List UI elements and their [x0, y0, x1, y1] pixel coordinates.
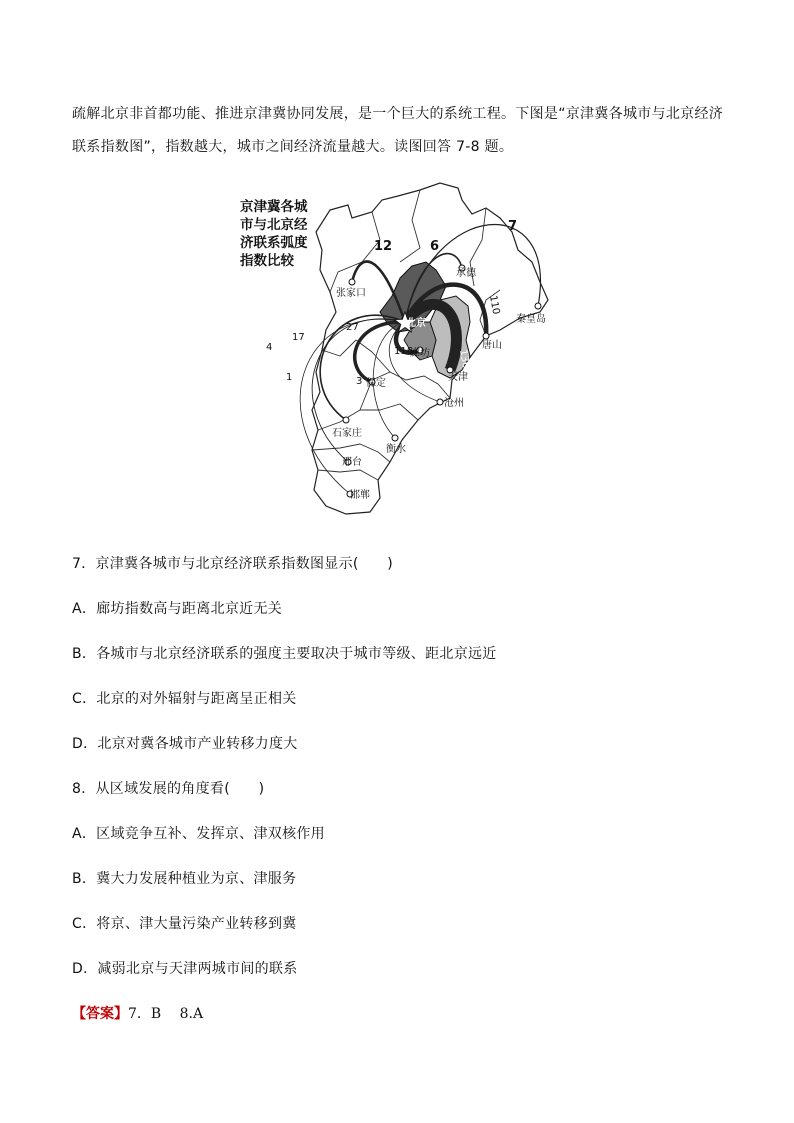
answer-line	[72, 1003, 203, 1023]
city-label-handan: 邯郸	[350, 490, 370, 501]
index-label-chengde: 6	[430, 239, 440, 254]
map-title-line: 指数比较	[240, 253, 294, 269]
index-label-shijiazhuang: 17	[292, 332, 305, 343]
question-8-option-c: C．将京、津大量污染产业转移到冀	[72, 916, 297, 932]
question-7-option-a: A．廊坊指数高与距离北京近无关	[72, 601, 283, 617]
index-label-langfang: 116	[394, 346, 414, 357]
map-title-line: 京津冀各城	[240, 199, 308, 215]
question-7-option-c: C．北京的对外辐射与距离呈正相关	[72, 691, 297, 707]
city-label-tangshan: 唐山	[482, 340, 502, 351]
economic-link-map	[230, 178, 570, 528]
answer-tag: 【答案】	[72, 1006, 128, 1022]
index-label-cangzhou: 3	[356, 376, 363, 387]
question-7-option-d: D．北京对冀各城市产业转移力度大	[72, 736, 298, 752]
index-label-qinhuangdao: 7	[508, 219, 518, 234]
city-marker	[483, 333, 489, 339]
question-8-option-d: D．减弱北京与天津两城市间的联系	[72, 961, 298, 977]
question-7-option-b: B．各城市与北京经济联系的强度主要取决于城市等级、距北京远近	[72, 646, 497, 662]
city-marker	[349, 279, 355, 285]
question-8-option-b: B．冀大力发展种植业为京、津服务	[72, 871, 297, 887]
question-8-option-a: A．区域竞争互补、发挥京、津双核作用	[72, 826, 325, 842]
city-label-shijiazhuang: 石家庄	[332, 428, 362, 439]
question-8-stem: 8．从区域发展的角度看( )	[72, 781, 265, 797]
question-7-stem: 7．京津冀各城市与北京经济联系指数图显示( )	[72, 556, 394, 572]
city-label-cangzhou: 沧州	[444, 398, 464, 409]
index-label-handan: 1	[286, 372, 293, 383]
city-label-langfang: 廊坊	[410, 348, 430, 359]
city-label-chengde: 承德	[456, 268, 476, 279]
index-label-xingtai: 4	[266, 342, 273, 353]
index-label-zhangjiakou: 12	[374, 239, 393, 254]
city-label-beijing: 北京	[406, 318, 426, 329]
city-marker	[437, 399, 443, 405]
city-label-tianjin: 天津	[448, 372, 468, 383]
map-title-line: 济联系弧度	[240, 235, 308, 251]
city-label-zhangjiakou: 张家口	[336, 288, 366, 299]
city-marker	[343, 417, 349, 423]
city-label-baoding: 保定	[366, 378, 386, 389]
city-marker	[535, 303, 541, 309]
city-label-xingtai: 邢台	[342, 457, 362, 468]
index-label-tangshan: 110	[487, 294, 502, 316]
city-marker	[392, 435, 398, 441]
map-title-line: 市与北京经	[240, 217, 308, 233]
city-label-hengshui: 衡水	[386, 444, 406, 455]
index-label-tianjin: 136	[457, 348, 472, 370]
intro-paragraph: 疏解北京非首都功能、推进京津冀协同发展，是一个巨大的系统工程。下图是“京津冀各城市与北京经济联系指数图”，指数越大，城市之间经济流量越大。读图回答 7-8 题。	[72, 106, 724, 155]
answer-values: 7．B 8.A	[128, 1006, 204, 1022]
city-label-qinhuangdao: 秦皇岛	[516, 314, 546, 325]
index-label-baoding: 27	[346, 322, 359, 333]
